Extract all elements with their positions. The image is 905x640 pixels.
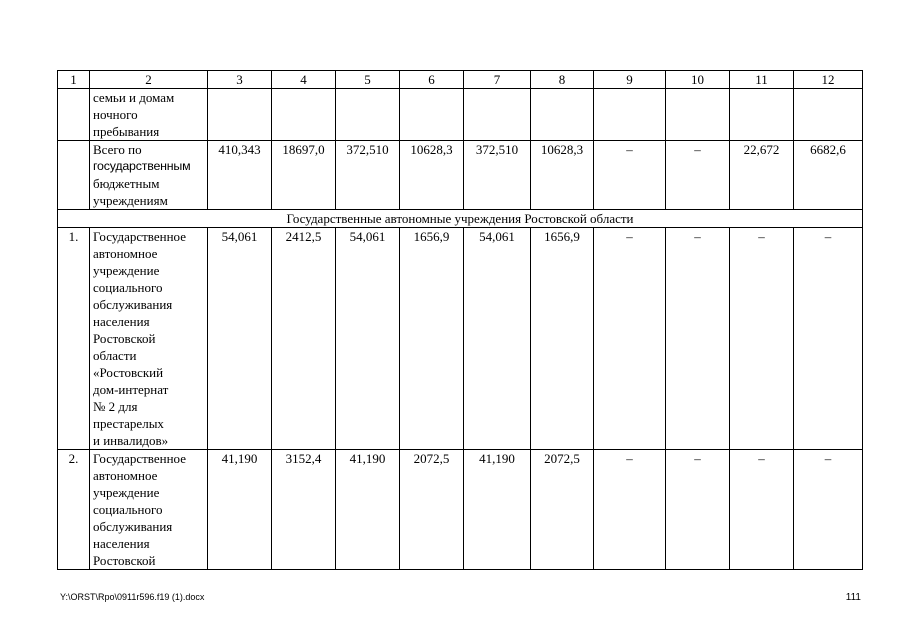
row-index-cell: [58, 141, 90, 210]
value-cell: [730, 89, 794, 141]
name-line: № 2 для: [93, 399, 138, 414]
name-line: и инвалидов»: [93, 433, 169, 448]
name-line: области: [93, 348, 137, 363]
value-cell: –: [594, 228, 666, 450]
total-row: [58, 141, 863, 210]
name-line: социального: [93, 502, 163, 517]
document-file-path: Y:\ORST\Rpo\0911r596.f19 (1).docx: [60, 592, 205, 602]
value-cell: 41,190: [208, 450, 272, 570]
name-line: престарелых: [93, 416, 164, 431]
column-number: 8: [531, 71, 594, 89]
name-line: учреждениям: [93, 193, 168, 208]
section-title: Государственные автономные учреждения Ростовской области: [58, 210, 863, 228]
name-line: учреждение: [93, 263, 160, 278]
name-line: обслуживания: [93, 519, 173, 534]
value-cell: –: [594, 450, 666, 570]
name-line: населения: [93, 314, 150, 329]
institution-name-cell: [90, 141, 208, 210]
value-cell: 41,190: [464, 450, 531, 570]
column-number: 5: [336, 71, 400, 89]
column-number: 2: [90, 71, 208, 89]
column-number: 4: [272, 71, 336, 89]
value-cell: [272, 89, 336, 141]
value-cell: –: [666, 228, 730, 450]
row-index: 2.: [58, 450, 90, 570]
value-cell: [464, 89, 531, 141]
column-number: 3: [208, 71, 272, 89]
value-cell: 372,510: [336, 141, 400, 210]
value-cell: 10628,3: [531, 141, 594, 210]
institution-name-cell: [90, 89, 208, 141]
value-cell: –: [730, 228, 794, 450]
value-cell: [336, 89, 400, 141]
value-cell: 410,343: [208, 141, 272, 210]
value-cell: [794, 89, 863, 141]
value-cell: 10628,3: [400, 141, 464, 210]
name-line: семьи и домам: [93, 90, 175, 105]
column-number: 11: [730, 71, 794, 89]
column-number: 6: [400, 71, 464, 89]
column-number: 1: [58, 71, 90, 89]
column-number: 10: [666, 71, 730, 89]
value-cell: 41,190: [336, 450, 400, 570]
value-cell: 54,061: [336, 228, 400, 450]
value-cell: [594, 89, 666, 141]
name-line: автономное: [93, 246, 158, 261]
name-line: Государственное: [93, 229, 186, 244]
data-table: [57, 70, 863, 570]
column-number-row: [58, 71, 863, 89]
value-cell: –: [730, 450, 794, 570]
value-cell: –: [666, 450, 730, 570]
name-line: социального: [93, 280, 163, 295]
name-line: населения: [93, 536, 150, 551]
table-row: [58, 450, 863, 570]
name-line: Государственное: [93, 451, 186, 466]
value-cell: [531, 89, 594, 141]
value-cell: –: [594, 141, 666, 210]
institution-name-cell: [90, 228, 208, 450]
value-cell: [666, 89, 730, 141]
value-cell: 3152,4: [272, 450, 336, 570]
name-line: Ростовской: [93, 331, 156, 346]
value-cell: 54,061: [208, 228, 272, 450]
name-line: автономное: [93, 468, 158, 483]
value-cell: [400, 89, 464, 141]
institution-name-cell: [90, 450, 208, 570]
name-line: дом-интернат: [93, 382, 169, 397]
value-cell: [208, 89, 272, 141]
table-row: [58, 228, 863, 450]
value-cell: 2412,5: [272, 228, 336, 450]
column-number: 9: [594, 71, 666, 89]
column-number: 7: [464, 71, 531, 89]
name-line: Ростовской: [93, 553, 156, 568]
value-cell: 22,672: [730, 141, 794, 210]
name-line: пребывания: [93, 124, 160, 139]
name-line: учреждение: [93, 485, 160, 500]
row-index-cell: [58, 89, 90, 141]
continuation-row: [58, 89, 863, 141]
value-cell: 1656,9: [400, 228, 464, 450]
name-line: государственным: [93, 159, 191, 173]
value-cell: 54,061: [464, 228, 531, 450]
column-number: 12: [794, 71, 863, 89]
value-cell: 372,510: [464, 141, 531, 210]
name-line: обслуживания: [93, 297, 173, 312]
value-cell: 2072,5: [531, 450, 594, 570]
name-line: Всего по: [93, 142, 142, 157]
value-cell: –: [794, 228, 863, 450]
value-cell: –: [794, 450, 863, 570]
value-cell: 6682,6: [794, 141, 863, 210]
name-line: «Ростовский: [93, 365, 164, 380]
value-cell: 18697,0: [272, 141, 336, 210]
value-cell: 2072,5: [400, 450, 464, 570]
name-line: ночного: [93, 107, 138, 122]
value-cell: –: [666, 141, 730, 210]
section-header-row: [58, 210, 863, 228]
value-cell: 1656,9: [531, 228, 594, 450]
row-index: 1.: [58, 228, 90, 450]
page-number: 111: [845, 592, 861, 603]
name-line: бюджетным: [93, 176, 160, 191]
